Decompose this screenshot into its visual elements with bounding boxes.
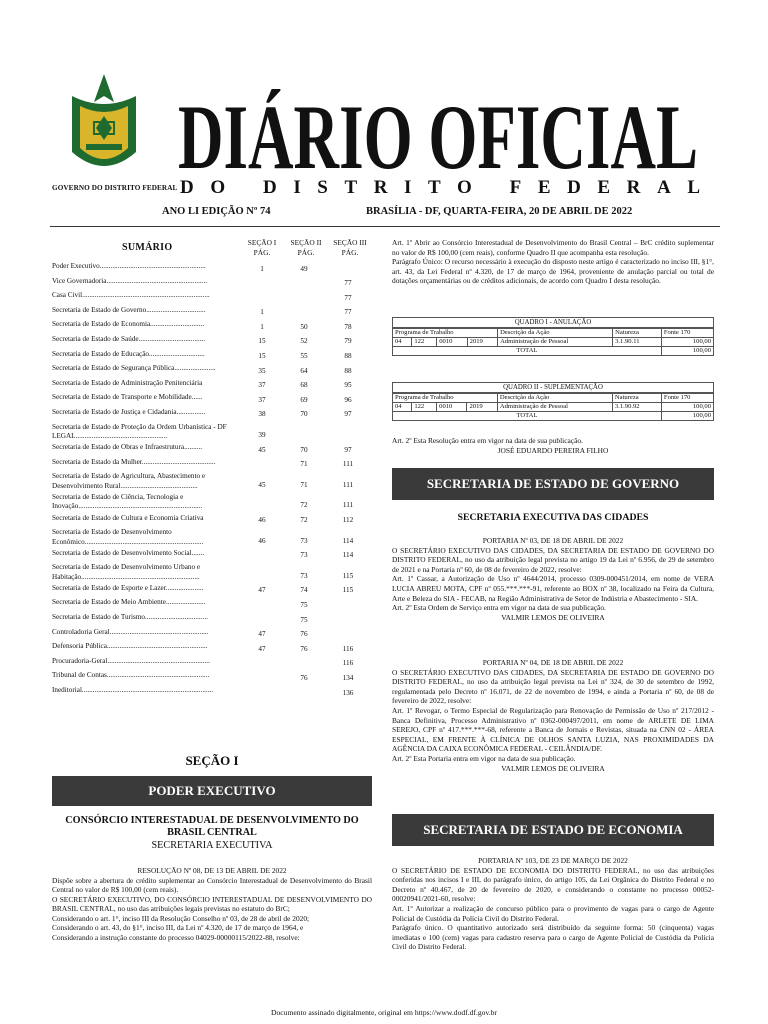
sumario-page-p3: 79: [344, 337, 352, 346]
quadro-anulacao: [392, 317, 714, 356]
sumario-page-p3: 111: [342, 501, 354, 510]
consorcio-subtitle: SECRETARIA EXECUTIVA: [151, 839, 273, 851]
table-cell: 100,00: [661, 338, 713, 347]
article-text: Art. 1º Abrir ao Consórcio Interestadual de Desenvolvimento do Brasil Central – BrC crédito suplementar no valor de R$ 100,00 (cem reais), conforme Quadro II que acompanha esta resolução.: [392, 238, 714, 257]
total-value: 100,00: [661, 412, 713, 421]
svg-text:DO DISTRITO FEDERAL: DO DISTRITO FEDERAL: [180, 177, 700, 196]
sumario-page-p1: 46: [258, 516, 266, 524]
gdf-emblem-icon: [64, 72, 144, 184]
sumario-page-p1: 45: [258, 480, 266, 489]
sumario-page-p2: 72: [300, 516, 308, 524]
quadro-suplementacao: [392, 382, 714, 421]
sumario-page-p2: 74: [300, 586, 308, 595]
table-cell: Natureza: [613, 329, 662, 338]
sumario-page-p2: 70: [300, 445, 308, 454]
sumario-header: [52, 236, 372, 262]
table-row: [393, 329, 714, 338]
sumario-page-p2: 76: [300, 630, 308, 639]
resolucao-closing: [392, 436, 714, 455]
sumario-page-p3: 96: [344, 395, 352, 404]
sumario-row: [52, 262, 372, 275]
sumario-page-p1: 15: [258, 352, 266, 361]
table-row: [393, 347, 714, 356]
sumario-page-p1: 1: [260, 264, 264, 273]
total-label: TOTAL: [393, 412, 662, 421]
article-text: O SECRETÁRIO EXECUTIVO DAS CIDADES, DA SECRETARIA DE ESTADO DE GOVERNO DO DISTRITO FEDERAL, no uso da atribuição legal prevista no artigo 19 da Lei nº 6.956, de 29 de setembro de 2021 e na Portaria nº 60, de 08 de fevereiro de 2022, resolve:: [392, 545, 714, 574]
edition-bar: [50, 200, 720, 227]
sumario-page-p1: 15: [258, 337, 266, 346]
sumario-page-p1: 47: [258, 644, 266, 653]
sumario-label: Controladoria Geral.......................................................: [52, 627, 209, 636]
sumario-row: [52, 686, 372, 699]
total-value: 100,00: [661, 347, 713, 356]
sumario-row: [52, 291, 372, 304]
sumario-page-p3: 111: [342, 460, 354, 469]
svg-text:DIÁRIO OFICIAL: DIÁRIO OFICIAL: [178, 88, 698, 178]
edition-date: BRASÍLIA - DF, QUARTA-FEIRA, 20 DE ABRIL DE 2022: [366, 206, 633, 217]
sumario-label: Secretaria de Estado de Desenvolvimento Urbano e Habitação..................................................................: [52, 563, 201, 581]
sumario-row: [52, 393, 372, 406]
table-cell: 122: [412, 403, 437, 412]
sumario-label: Secretaria de Estado de Cultura e Economia Criativa: [52, 513, 204, 522]
sumario-page-p3: 115: [342, 571, 354, 580]
table-cell: 04: [393, 338, 412, 347]
sumario-row: [52, 443, 372, 456]
article-text: Art. 1º Cassar, a Autorização de Uso nº 4644/2014, processo 0309-000451/2014, em nome de VERA LUCIA ABREU MOTA, CPF nº 055.***.***-91, referente ao BOX nº 38, localizado na Feira da Cultura, Arte e Beleza do SIA - FECAB, na Região Administrativa de Setor de Indústria e Abastecimento - SIA.: [392, 574, 714, 603]
sumario-page-p1: 35: [258, 366, 266, 375]
resolucao-para: Dispõe sobre a abertura de crédito suplementar ao Consórcio Interestadual de Desenvolvimento do Brasil Central no valor de R$ 100,00 (cem reais).: [52, 875, 372, 894]
sumario-label: Secretaria de Estado de Desenvolvimento Econômico..................................................................: [52, 528, 204, 546]
masthead-title: [178, 88, 698, 178]
edition-number: ANO LI EDIÇÃO Nº 74: [162, 206, 271, 217]
signature: VALMIR LEMOS DE OLIVEIRA: [501, 763, 605, 773]
sumario-row: [52, 379, 372, 392]
sumario-page-p3: 77: [344, 279, 352, 288]
table-cell: Programa de Trabalho: [393, 394, 498, 403]
resolucao-para: Considerando o art. 1°, inciso III da Resolução Conselho nº 03, de 28 de abril de 2020;: [52, 913, 310, 923]
resolucao-para: O SECRETÁRIO EXECUTIVO, DO CONSÓRCIO INTERESTADUAL DE DESENVOLVIMENTO DO BRASIL CENTRAL, no uso das atribuições legais previstas no estatuto do BrC;: [52, 894, 372, 913]
total-label: TOTAL: [393, 347, 662, 356]
portaria-03: [392, 536, 714, 622]
col-secao-1: SEÇÃO I PÁG.: [247, 238, 277, 257]
sumario-page-p2: 72: [300, 501, 308, 510]
sumario-page-p3: 88: [344, 352, 352, 361]
table-cell: 122: [412, 338, 437, 347]
table-cell: Descrição da Ação: [497, 394, 612, 403]
sumario-row: [52, 628, 372, 641]
quadro-title: QUADRO II - SUPLEMENTAÇÃO: [392, 382, 714, 393]
sumario-page-p1: 37: [258, 381, 266, 390]
sumario-rows: [52, 262, 372, 699]
sumario-row: [52, 657, 372, 670]
sumario-label: Secretaria de Estado de Proteção da Ordem Urbanística - DF LEGAL...................................................: [52, 422, 227, 441]
signature: JOSÉ EDUARDO PEREIRA FILHO: [497, 445, 609, 455]
sumario-page-p2: 49: [300, 264, 308, 273]
table-cell: 3.1.90.11: [613, 338, 662, 347]
sumario-page-p2: 64: [300, 366, 308, 375]
sumario-label: Secretaria de Estado de Educação...............................: [52, 349, 205, 358]
sumario-page-p2: 76: [300, 673, 308, 682]
sumario-page-p2: 76: [300, 644, 308, 653]
secao-title: SEÇÃO I: [185, 753, 239, 768]
sumario-label: Secretaria de Estado de Obras e Infraestrutura..........: [52, 443, 203, 452]
sumario-label: Secretaria de Estado de Saúde.....................................: [52, 334, 206, 343]
sumario-label: Secretaria de Estado de Desenvolvimento Social.......: [52, 548, 205, 557]
sumario-page-p1: 1: [260, 308, 264, 317]
sumario-page-p2: 73: [300, 536, 308, 545]
article-text: O SECRETÁRIO EXECUTIVO DAS CIDADES, DA SECRETARIA DE ESTADO DE GOVERNO DO DISTRITO FEDERAL, no uso da atribuição legal prevista na Lei nº 324, de 30 de setembro de 1992, regulamentada pelo Decreto nº 16.071, de 22 de novembro de 1994, e ainda a Portaria nº 60, de 08 de fevereiro de 2022, resolve:: [392, 667, 714, 706]
sumario-row: [52, 528, 372, 547]
table-cell: 3.1.90.92: [612, 403, 661, 412]
secretaria-economia-bar: SECRETARIA DE ESTADO DE ECONOMIA: [392, 814, 714, 846]
col-secao-2: SEÇÃO II PÁG.: [290, 238, 322, 257]
portaria-04: [392, 658, 714, 773]
table-row: [393, 403, 714, 412]
sumario-row: [52, 613, 372, 626]
article-text: O SECRETÁRIO DE ESTADO DE ECONOMIA DO DISTRITO FEDERAL, no uso das atribuições conferidas nos incisos I e III, do parágrafo único, do artigo 105, da Lei Orgânica do Distrito Federal e no Decreto nº 40.467, de 20 de fevereiro de 2020, e considerando o constante no processo 00052-00020941/2021-60, resolve:: [392, 865, 714, 904]
table-row: [393, 394, 714, 403]
sumario-label: Secretaria de Estado de Justiça e Cidadania................: [52, 407, 206, 416]
sumario-page-p3: 115: [342, 586, 354, 595]
table-cell: 04: [393, 403, 412, 412]
sumario-label: Defensoria Pública........................................................: [52, 642, 208, 651]
resolucao-para: Considerando a instrução constante do processo 04029-00000115/2022-88, resolve:: [52, 932, 300, 942]
sumario-page-p3: 116: [342, 644, 354, 653]
sumario-row: [52, 320, 372, 333]
table-cell: Administração de Pessoal: [497, 403, 612, 412]
sumario-page-p3: 97: [344, 410, 352, 419]
sumario-page-p3: 77: [344, 293, 352, 302]
sumario-page-p3: 78: [344, 322, 352, 331]
sumario-label: Secretaria de Estado de Meio Ambiente......................: [52, 598, 206, 607]
article-text: Parágrafo único. O quantitativo autorizado será distribuído da seguinte forma: 50 (cinquenta) vagas imediatas e 100 (cem) vagas para cadastro reserva para o cargo de Agente Policial de Custódia da Polícia Civil do Distrito Federal.: [392, 923, 714, 952]
consorcio-heading: [52, 815, 372, 852]
sumario-label: Secretaria de Estado de Economia..............................: [52, 320, 205, 329]
sumario-label: Secretaria de Estado da Mulher.........................................: [52, 457, 216, 466]
sumario-page-p2: 71: [300, 480, 308, 489]
sumario-row: [52, 306, 372, 319]
col-secao-3: SEÇÃO III PÁG.: [333, 238, 367, 257]
table-cell: Fonte 170: [661, 329, 713, 338]
sumario-page-p1: 38: [258, 410, 266, 419]
sumario-label: Secretaria de Estado de Ciência, Tecnologia e Inovação.....................................................................: [52, 492, 203, 511]
sumario-row: [52, 514, 372, 527]
sumario-label: Casa Civil.......................................................................: [52, 291, 210, 300]
table-cell: 2019: [467, 338, 497, 347]
sumario-page-p3: 97: [344, 445, 352, 454]
poder-executivo-bar: PODER EXECUTIVO: [52, 776, 372, 806]
sumario-title: SUMÁRIO: [122, 242, 173, 253]
sumario-page-p2: 70: [300, 410, 308, 419]
sumario-label: Secretaria de Estado de Segurança Pública.......................: [52, 364, 216, 373]
sumario-row: [52, 458, 372, 471]
table-cell: Administração de Pessoal: [498, 338, 613, 347]
sumario-page-p2: 52: [300, 337, 308, 346]
sumario-page-p1: 1: [260, 322, 264, 331]
quadro-table: [392, 328, 714, 356]
table-cell: Fonte 170: [661, 394, 713, 403]
sumario-label: Secretaria de Estado de Turismo...................................: [52, 613, 208, 622]
sumario-row: [52, 335, 372, 348]
table-cell: 2019: [467, 403, 497, 412]
sumario-label: Poder Executivo...........................................................: [52, 262, 206, 270]
article-text: Parágrafo Único: O recurso necessário à execução do disposto neste artigo é caracterizado no inciso III, §1°, art. 43, da Lei Federal nº 4.320, de 17 de março de 1964, proveniente de anulação parcial ou total de dotações orçamentárias ou de créditos adicionais, de acordo com Quadro I desta resolução.: [392, 257, 714, 286]
sumario-page-p3: 111: [342, 480, 354, 489]
article-text: Art. 1º Revogar, o Termo Especial de Regularização para Renovação de Permissão de Uso nº 217/2012 - Banca Definitiva, Processo Administrativo nº 0362-000497/2011, em nome de ARLETE DE LIMA SEREJO, CPF nº 417.***.***-68, referente a Banca de Jornais e Revistas, situada na CNN 02 - ÁREA ESPECIAL, EM FRENTE À CLÍNICA DE OLHOS SANTA LUZIA, NAS PROXIMIDADES DA AGÊNCIA DA CAIXA ECONÔMICA FEDERAL - CEILÂNDIA/DF.: [392, 705, 714, 754]
resolucao-title: RESOLUÇÃO Nº 08, DE 13 DE ABRIL DE 2022: [137, 866, 287, 875]
table-cell: 0010: [437, 403, 467, 412]
article-text: Art. 1º Autorizar a realização de concurso público para o provimento de vagas para o cargo de Agente Policial de Custódia da Polícia Civil do Distrito Federal.: [392, 903, 714, 923]
masthead-subtitle: [178, 176, 703, 196]
table-cell: Natureza: [612, 394, 661, 403]
gov-caption: GOVERNO DO DISTRITO FEDERAL: [52, 184, 178, 192]
article-text: Art. 2º Esta Portaria entra em vigor na data de sua publicação.: [392, 753, 576, 763]
sumario-row: [52, 423, 372, 442]
table-row: [393, 412, 714, 421]
portaria-title: PORTARIA Nº 03, DE 18 DE ABRIL DE 2022: [482, 536, 624, 545]
sumario-row: [52, 350, 372, 363]
sumario-row: [52, 563, 372, 582]
sumario-row: [52, 598, 372, 611]
sumario-page-p2: 69: [300, 395, 308, 404]
signature: VALMIR LEMOS DE OLIVEIRA: [501, 612, 605, 622]
article-text: Art. 2º Esta Ordem de Serviço entra em vigor na data de sua publicação.: [392, 603, 606, 613]
sumario-page-p1: 45: [258, 445, 266, 454]
secretaria-executiva-title: SECRETARIA EXECUTIVA DAS CIDADES: [457, 512, 649, 523]
sumario-label: Ineditorial.........................................................................: [52, 686, 214, 695]
sumario-page-p3: 112: [342, 516, 354, 524]
sumario-row: [52, 642, 372, 655]
quadro-table: [392, 393, 714, 421]
sumario-row: [52, 584, 372, 597]
sumario-page-p1: 46: [258, 536, 266, 545]
sumario-page-p2: 75: [300, 600, 308, 609]
table-cell: 100,00: [661, 403, 713, 412]
secretaria-governo-bar: SECRETARIA DE ESTADO DE GOVERNO: [392, 468, 714, 500]
sumario-page-p2: 75: [300, 615, 308, 624]
sumario-page-p1: 47: [258, 630, 266, 639]
sumario-page-p2: 73: [300, 571, 308, 580]
resolucao-articles: [392, 238, 714, 286]
sumario-page-p3: 114: [342, 551, 354, 560]
article-text: Art. 2º Esta Resolução entra em vigor na data de sua publicação.: [392, 436, 583, 445]
sumario-page-p3: 114: [342, 536, 354, 545]
sumario-row: [52, 493, 372, 512]
sumario-row: [52, 364, 372, 377]
table-cell: 0010: [437, 338, 467, 347]
resolucao-block: [52, 866, 372, 942]
sumario-label: Secretaria de Estado de Governo.................................: [52, 305, 206, 314]
sumario-page-p2: 73: [300, 551, 308, 560]
sumario-page-p2: 50: [300, 322, 308, 331]
sumario-page-p3: 77: [344, 308, 352, 317]
sumario-row: [52, 472, 372, 491]
table-row: [393, 338, 714, 347]
sumario-page-p2: 68: [300, 381, 308, 390]
portaria-title: PORTARIA Nº 04, DE 18 DE ABRIL DE 2022: [482, 658, 624, 667]
sumario-label: Secretaria de Estado de Agricultura, Abastecimento e Desenvolvimento Rural...........................................: [52, 472, 206, 490]
sumario-row: [52, 549, 372, 562]
consorcio-title: CONSÓRCIO INTERESTADUAL DE DESENVOLVIMENTO DO BRASIL CENTRAL: [65, 815, 359, 839]
sumario-page-p2: 71: [300, 460, 308, 469]
resolucao-para: Considerando o art. 43, do §1°, inciso III, da Lei nº 4.320, de 17 de março de 1964, e: [52, 923, 304, 932]
sumario-page-p1: 37: [258, 395, 266, 404]
sumario-page-p3: 88: [344, 366, 352, 375]
sumario-row: [52, 408, 372, 421]
sumario-row: [52, 277, 372, 290]
sumario-row: [52, 671, 372, 684]
sumario-page-p1: 39: [258, 431, 266, 440]
table-cell: Programa de Trabalho: [393, 329, 498, 338]
sumario-label: Secretaria de Estado de Transporte e Mobilidade......: [52, 393, 203, 402]
sumario-page-p2: 55: [300, 352, 308, 361]
footer-note: Documento assinado digitalmente, original em https://www.dodf.df.gov.br: [271, 1008, 497, 1017]
sumario-label: Vice Governadoria........................................................: [52, 276, 208, 285]
sumario-label: Procuradoria-Geral.........................................................: [52, 656, 210, 665]
quadro-title: QUADRO I - ANULAÇÃO: [392, 317, 714, 328]
sumario-label: Secretaria de Estado de Administração Penitenciária: [52, 378, 203, 387]
sumario-page-p1: 47: [258, 586, 266, 595]
sumario-page-p3: 136: [342, 688, 354, 697]
sumario-label: Secretaria de Estado de Esporte e Lazer.....................: [52, 583, 204, 592]
portaria-103: [392, 856, 714, 952]
sumario-page-p3: 116: [342, 659, 354, 668]
sumario-label: Tribunal de Contas.........................................................: [52, 671, 210, 680]
sumario-page-p3: 95: [344, 381, 352, 390]
sumario: [52, 236, 372, 701]
sumario-page-p3: 134: [342, 673, 354, 682]
table-cell: Descrição da Ação: [498, 329, 613, 338]
portaria-title: PORTARIA Nº 103, DE 23 DE MARÇO DE 2022: [478, 856, 628, 865]
